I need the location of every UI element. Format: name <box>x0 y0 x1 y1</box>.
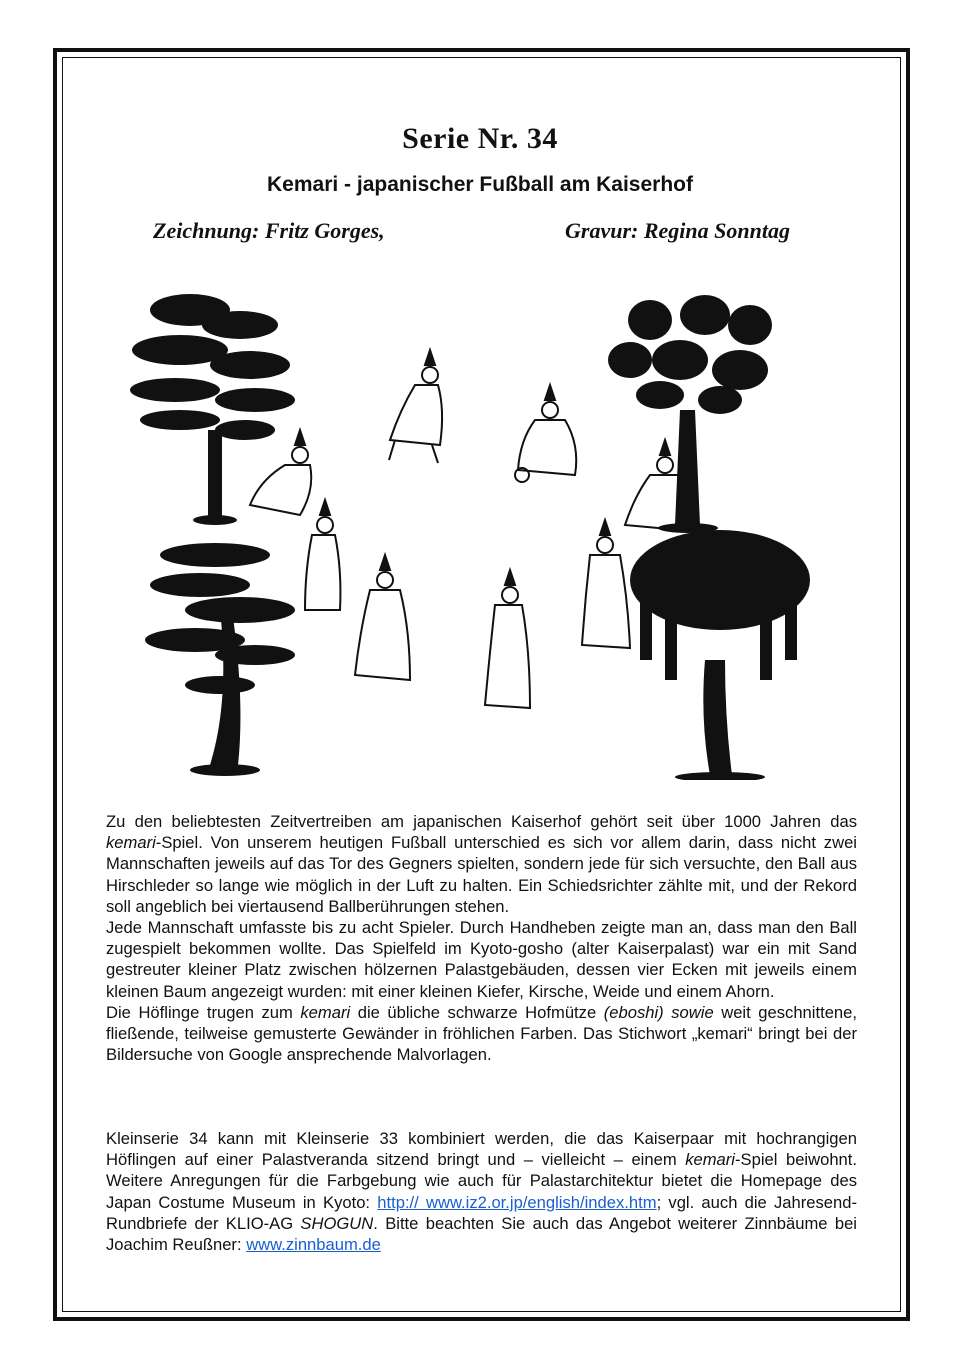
courtier-figure-icon <box>250 430 311 515</box>
courtier-figure-icon <box>515 385 576 482</box>
description-paragraph-2: Kleinserie 34 kann mit Kleinserie 33 kombiniert werden, die das Kaiserpaar mit hochrangigen Höflingen auf einer Palastveranda sitzend bringt und – vielleicht – einem kemari-Spiel beiwohnt. Weitere Anregungen für die Farbgebung wie auch für Palastarchitektur bietet die Homepage des Japan Costume Museum in Kyoto: http:// www.iz2.or.jp/english/index.htm; vgl. auch die Jahresend-Rundbriefe der KLIO-AG SHOGUN. Bitte beachten Sie auch das Angebot weiterer Zinnbäume bei Joachim Reußner: www.zinnbaum.de <box>106 1129 858 1255</box>
engraving-credit: Gravur: Regina Sonntag <box>565 218 790 243</box>
text-sentence-2: Jede Mannschaft umfasste bis zu acht Spieler. Durch Handheben zeigte man an, dass man den Ball zugespielt bekommen wollte. Das Spielfeld im Kyoto-gosho (alter Kaiserpalast) war ein mit Sand gestreuter kleiner Platz zwischen hölzernen Palastgebäuden, dessen vier Ecken mit jeweils einem kleinen Baum angezeigt wurden: mit einer kleinen Kiefer, Kirsche, Weide und einem Ahorn. <box>106 918 857 1001</box>
courtier-figure-icon <box>582 520 630 648</box>
tin-figures-illustration <box>120 280 840 780</box>
series-subtitle: Kemari - japanischer Fußball am Kaiserhof <box>267 173 693 196</box>
drawing-credit: Zeichnung: Fritz Gorges, <box>153 218 385 243</box>
courtier-figure-icon <box>305 500 340 610</box>
text-sentence-1: Zu den beliebtesten Zeitvertreiben am japanischen Kaiserhof gehört seit über 1000 Jahren das kemari-Spiel. Von unserem heutigen Fußball unterschied es sich vor allem darin, dass nicht zwei Mannschaften jeweils auf das Tor des Gegners spielten, sondern jede für sich versuchte, den Ball aus Hirschleder so lange wie möglich in der Luft zu halten. Ein Schiedsrichter zählte mit, und der Rekord soll angeblich bei viertausend Ballberührungen stehen. <box>106 812 857 916</box>
costume-museum-link[interactable]: http:// www.iz2.or.jp/english/index.htm <box>377 1192 657 1212</box>
courtier-figure-icon <box>625 440 682 530</box>
courtier-figure-icon <box>485 570 530 708</box>
willow-tree-bottom-right-icon <box>630 530 810 780</box>
text-sentence-3: Die Höflinge trugen zum kemari die übliche schwarze Hofmütze (eboshi) sowie weit geschnittene, fließende, teilweise gemusterte Gewänder in fröhlichen Farben. Das Stichwort „kemari“ bringt bei der Bildersuche von Google ansprechende Malvorlagen. <box>106 1002 857 1065</box>
courtier-figure-icon <box>389 350 442 463</box>
cherry-tree-top-right-icon <box>608 295 772 533</box>
series-title: Serie Nr. 34 <box>402 122 558 155</box>
pine-tree-top-left-icon <box>130 294 295 525</box>
zinnbaum-link[interactable]: www.zinnbaum.de <box>246 1235 381 1255</box>
pine-tree-bottom-left-icon <box>145 543 295 776</box>
courtier-figure-icon <box>355 555 410 680</box>
description-paragraph-1 <box>106 811 857 1065</box>
